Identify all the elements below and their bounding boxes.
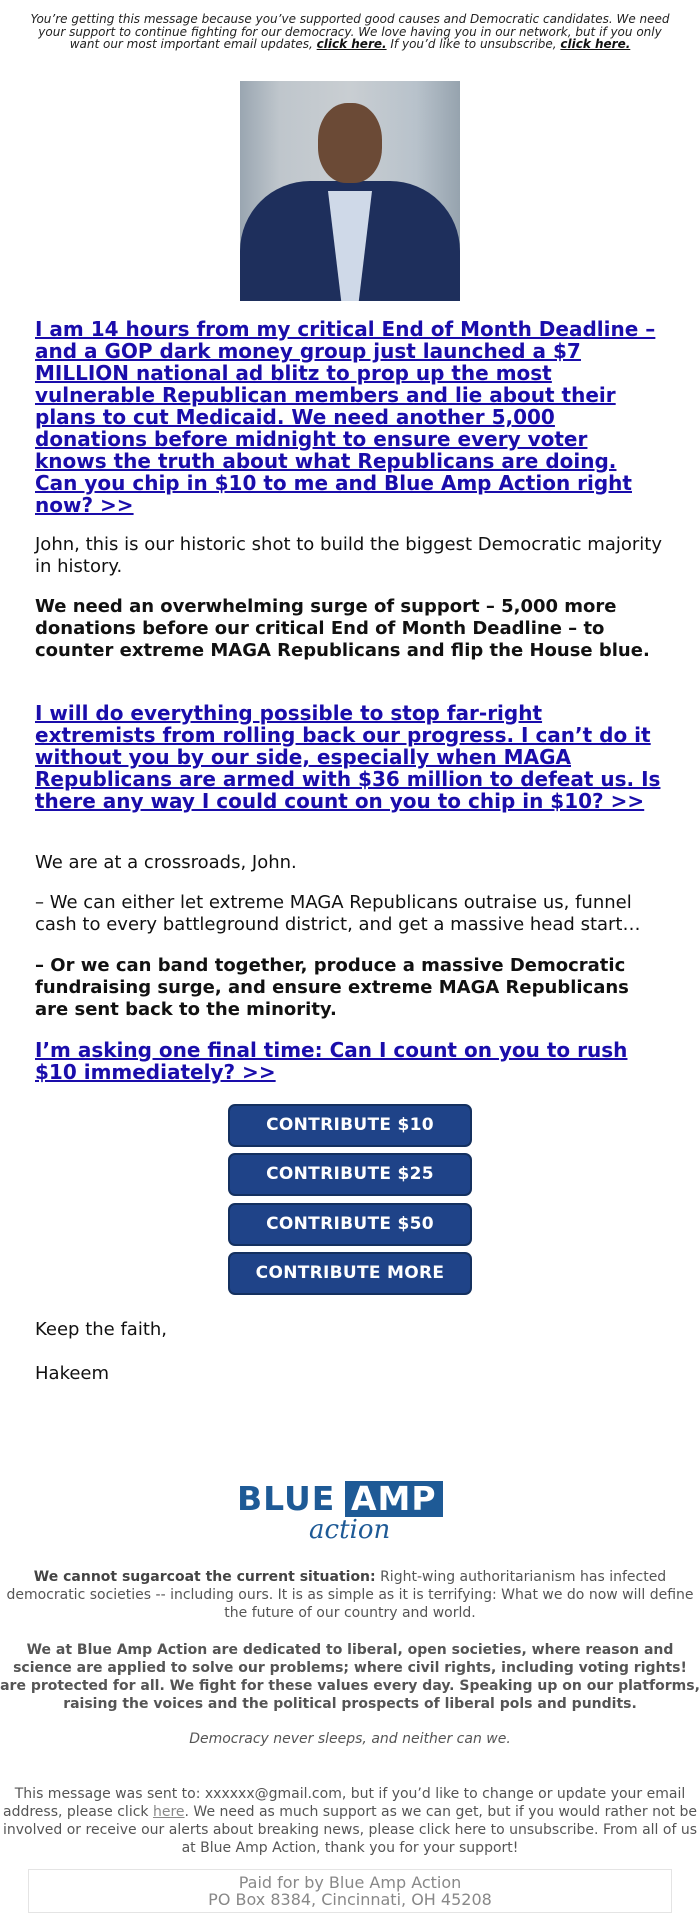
contribute-50-button[interactable]: CONTRIBUTE $50 [228,1203,472,1246]
paid-for-line: Paid for by Blue Amp Action [238,1873,462,1892]
contribute-25-button[interactable]: CONTRIBUTE $25 [228,1153,472,1196]
paragraph-2: We need an overwhelming surge of support – 5,000 more donations before our critical End of Month Deadline – to counter extreme MAGA Republicans and flip the House blue. [35,596,650,661]
email-preferences-link[interactable]: click here. [316,37,387,51]
logo-word-action: action [309,1515,391,1545]
logo-word-amp: AMP [345,1481,443,1517]
blue-amp-action-logo [237,1481,463,1547]
contribute-10-button[interactable]: CONTRIBUTE $10 [228,1104,472,1147]
donate-link-1-text[interactable]: I will do everything possible to stop far-right extremists from rolling back our progress. I can’t do it without you by our side, especially when MAGA Republicans are armed with $36 million to defeat us. Is there any way I could count on you to chip in $10? >> [35,701,661,813]
paragraph-6: – Or we can band together, produce a massive Democratic fundraising surge, and ensure extreme MAGA Republicans are sent back to the minority. [35,955,629,1020]
footer-paragraph-1-bold: We cannot sugarcoat the current situation: [33,1569,376,1585]
photo-face [318,103,382,183]
signoff-name: Hakeem [35,1363,110,1384]
footer-tagline: Democracy never sleeps, and neither can we. [189,1731,511,1747]
paragraph-5: – We can either let extreme MAGA Republicans outraise us, funnel cash to every battleground district, and get a massive head start… [35,892,641,935]
paragraph-4: We are at a crossroads, John. [35,852,297,873]
lead-link[interactable] [35,318,665,516]
footer-paragraph-1 [0,1568,700,1622]
footer-p4-pre: This message was sent to: xxxxxx@gmail.com, but if you’d like to change or update your email address, please click [3,1786,686,1820]
header-disclaimer [30,13,670,51]
update-email-link[interactable]: here [152,1804,185,1820]
donate-link-2[interactable] [35,1039,665,1083]
paid-for-address: PO Box 8384, Cincinnati, OH 45208 [208,1890,492,1909]
unsubscribe-link[interactable]: click here. [560,37,631,51]
hero-photo [240,81,460,301]
signoff-line: Keep the faith, [35,1319,168,1340]
lead-link-text[interactable]: I am 14 hours from my critical End of Month Deadline – and a GOP dark money group just launched a $7 MILLION national ad blitz to prop up the most vulnerable Republican members and lie about their plans to cut Medicaid. We need another 5,000 donations before midnight to ensure every voter knows the truth about what Republicans are doing. Can you chip in $10 to me and Blue Amp Action right now? >> [35,317,656,517]
disclaimer-text-mid: If you’d like to unsubscribe, [386,37,561,51]
footer-paragraph-4 [0,1785,700,1857]
disclaimer-text: You’re getting this message because you’ve supported good causes and Democratic candidates. We need your support to continue fighting for our democracy. We love having you in our network, but if you only want our most important email updates, [30,12,670,51]
paid-for-box [28,1869,672,1913]
footer-paragraph-1-rest: Right-wing authoritarianism has infected democratic societies -- including ours. It is as simple as it is terrifying: What we do now will define the future of our country and world. [6,1569,694,1621]
footer-p4-post: . We need as much support as we can get, but if you would rather not be involved or receive our alerts about breaking news, please click here to unsubscribe. From all of us at Blue Amp Action, thank you for your support! [3,1804,697,1856]
footer-paragraph-2: We at Blue Amp Action are dedicated to liberal, open societies, where reason and science are applied to solve our problems; where civil rights, including voting rights! are protected for all. We fight for these values every day. Speaking up on our platforms, raising the voices and the political prospects of liberal pols and pundits. [0,1642,700,1712]
donate-link-2-text[interactable]: I’m asking one final time: Can I count on you to rush $10 immediately? >> [35,1038,628,1084]
contribute-more-button[interactable]: CONTRIBUTE MORE [228,1252,472,1295]
paragraph-1: John, this is our historic shot to build the biggest Democratic majority in history. [35,534,662,577]
donate-link-1[interactable] [35,702,665,812]
logo-word-blue: BLUE [237,1479,336,1518]
